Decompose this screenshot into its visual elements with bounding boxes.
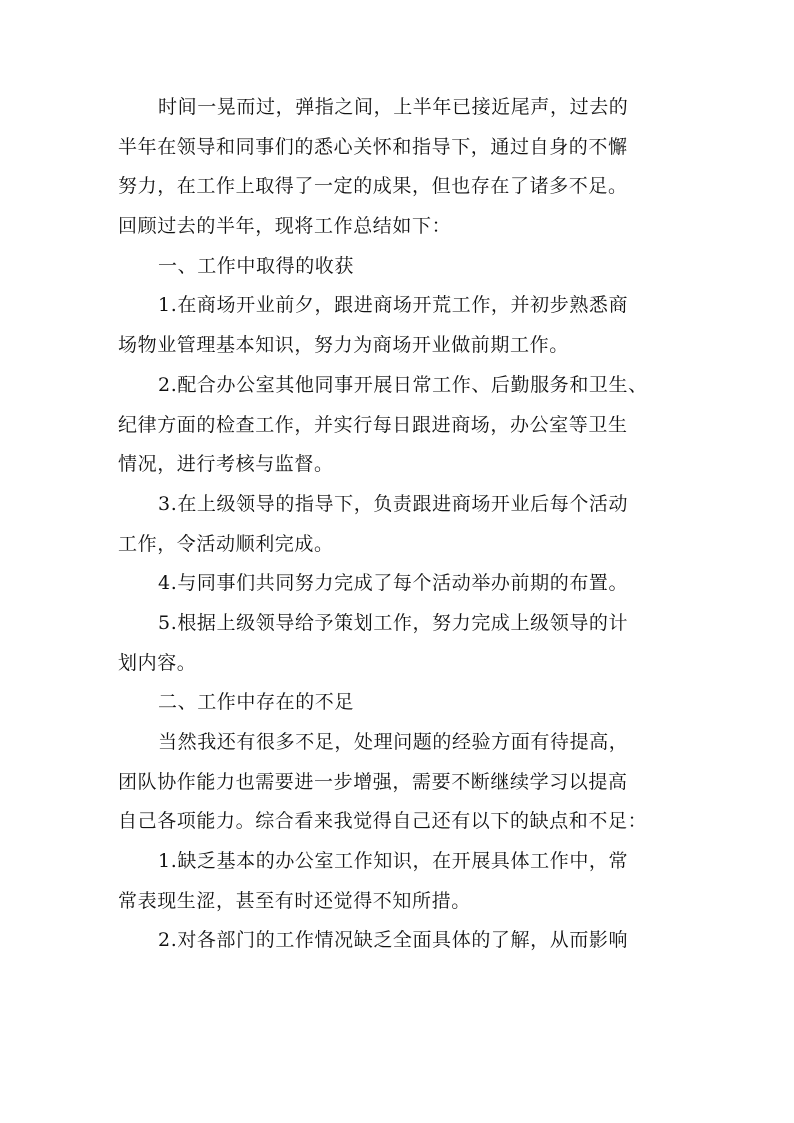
text-line: 2.配合办公室其他同事开展日常工作、后勤服务和卫生、 xyxy=(158,373,648,396)
text-line: 常表现生涩，甚至有时还觉得不知所措。 xyxy=(118,889,471,912)
text-line: 3.在上级领导的指导下，负责跟进商场开业后每个活动 xyxy=(158,492,629,515)
text-line: 团队协作能力也需要进一步增强，需要不断继续学习以提高 xyxy=(118,770,628,793)
text-line: 工作，令活动顺利完成。 xyxy=(118,532,334,555)
text-line: 时间一晃而过，弹指之间，上半年已接近尾声，过去的 xyxy=(158,96,629,118)
text-line: 5.根据上级领导给予策划工作，努力完成上级领导的计 xyxy=(158,611,629,634)
text-line: 2.对各部门的工作情况缺乏全面具体的了解，从而影响 xyxy=(158,929,629,952)
text-line: 划内容。 xyxy=(118,651,197,674)
text-line: 情况，进行考核与监督。 xyxy=(118,453,334,476)
text-line: 1.在商场开业前夕，跟进商场开荒工作，并初步熟悉商 xyxy=(158,294,629,317)
text-line: 纪律方面的检查工作，并实行每日跟进商场，办公室等卫生 xyxy=(118,413,628,436)
text-line: 努力，在工作上取得了一定的成果，但也存在了诸多不足。 xyxy=(118,175,628,198)
text-line: 1.缺乏基本的办公室工作知识，在开展具体工作中，常 xyxy=(158,850,629,873)
section-heading: 一、工作中取得的收获 xyxy=(158,254,355,277)
text-line: 场物业管理基本知识，努力为商场开业做前期工作。 xyxy=(118,334,569,357)
text-line: 自己各项能力。综合看来我觉得自己还有以下的缺点和不足： xyxy=(118,810,648,833)
text-line: 半年在领导和同事们的悉心关怀和指导下，通过自身的不懈 xyxy=(118,135,628,158)
document-body xyxy=(118,88,678,961)
text-line: 当然我还有很多不足，处理问题的经验方面有待提高， xyxy=(158,731,629,753)
text-line: 回顾过去的半年，现将工作总结如下： xyxy=(118,215,452,238)
text-line: 4.与同事们共同努力完成了每个活动举办前期的布置。 xyxy=(158,572,629,595)
section-heading: 二、工作中存在的不足 xyxy=(158,691,355,714)
